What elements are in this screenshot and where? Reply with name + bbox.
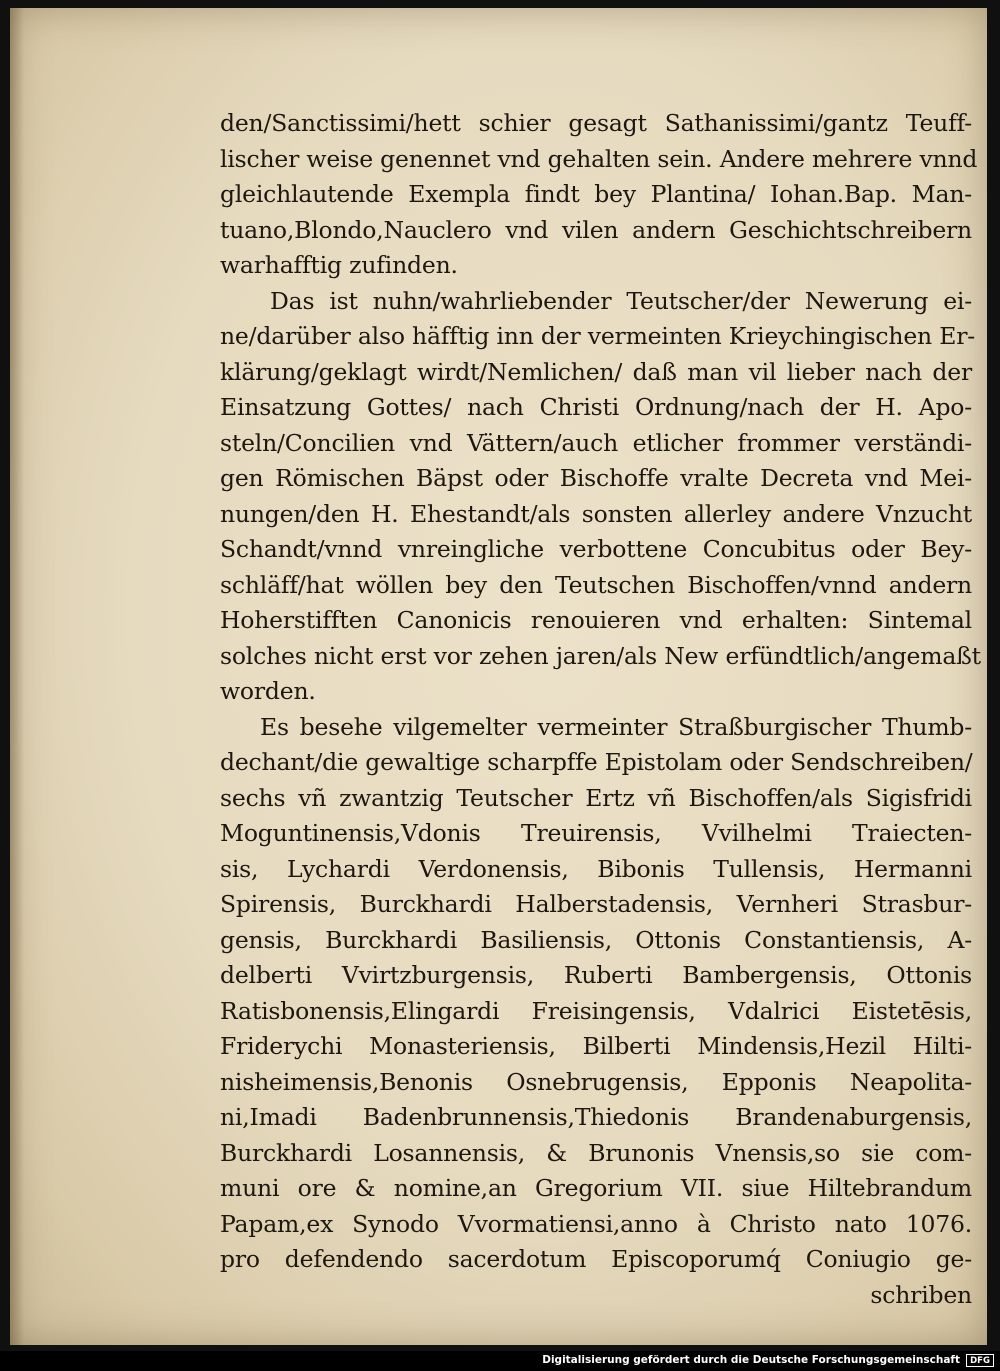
text-line: Friderychi Monasteriensis, Bilberti Mindensis,Hezil Hilti- [220,1032,972,1060]
text-line: solches nicht erst vor zehen jaren/als New erfündtlich/angemaßt [220,641,981,670]
text-line: klärung/geklagt wirdt/Nemlichen/ daß man vil lieber nach der [220,357,972,386]
text-line: Ratisbonensis,Elingardi Freisingensis, Vdalrici Eistetēsis, [220,996,972,1025]
text-line: Es besehe vilgemelter vermeinter Straßburgischer Thumb- [260,712,972,741]
text-line: steln/Concilien vnd Vättern/auch etlicher frommer verständi- [220,428,972,457]
page-binding-shadow [10,8,24,1345]
text-line: gen Römischen Bäpst oder Bischoffe vralte Decreta vnd Mei- [220,464,972,492]
text-line: Hoherstifften Canonicis renouieren vnd erhalten: Sintemal [220,606,972,634]
text-line: worden. [220,677,316,705]
dfg-logo-icon: DFG [966,1354,994,1367]
text-line: Schandt/vnnd vnreingliche verbottene Concubitus oder Bey- [220,535,972,563]
text-line: ni,Imadi Badenbrunnensis,Thiedonis Brandenaburgensis, [220,1103,972,1131]
text-line: ne/darüber also häfftig inn der vermeinten Krieychingischen Er- [220,322,975,350]
footer-bar [0,1351,1000,1371]
text-line: nungen/den H. Ehestandt/als sonsten allerley andere Vnzucht [220,499,972,528]
funding-credit: Digitalisierung gefördert durch die Deutsche Forschungsgemeinschaft [542,1354,960,1366]
text-line: muni ore & nomine,an Gregorium VII. siue Hiltebrandum [220,1174,972,1202]
book-page [10,8,987,1345]
text-line: sis, Lychardi Verdonensis, Bibonis Tullensis, Hermanni [220,854,972,883]
text-line: Moguntinensis,Vdonis Treuirensis, Vvilhelmi Traiecten- [220,819,972,847]
text-line: Einsatzung Gottes/ nach Christi Ordnung/nach der H. Apo- [220,393,972,421]
text-line: sechs vñ zwantzig Teutscher Ertz vñ Bischoffen/als Sigisfridi [220,783,972,812]
text-line: dechant/die gewaltige scharpffe Epistolam oder Sendschreiben/ [220,748,973,776]
text-line: Das ist nuhn/wahrliebender Teutscher/der Newerung ei- [270,286,972,315]
page-text [220,106,981,1313]
text-line: gleichlautende Exempla findt bey Plantina/ Iohan.Bap. Man- [220,180,972,208]
text-line: warhafftig zufinden. [220,251,458,279]
text-line: Spirensis, Burckhardi Halberstadensis, Vernheri Strasbur- [220,890,972,918]
text-line: delberti Vvirtzburgensis, Ruberti Bambergensis, Ottonis [220,961,972,989]
text-line: nisheimensis,Benonis Osnebrugensis, Epponis Neapolita- [220,1067,972,1096]
text-line: Papam,ex Synodo Vvormatiensi,anno à Christo nato 1076. [220,1209,972,1238]
text-line: schläff/hat wöllen bey den Teutschen Bischoffen/vnnd andern [220,570,972,599]
catchword: schriben [870,1280,972,1309]
text-line: gensis, Burckhardi Basiliensis, Ottonis Constantiensis, A- [220,925,972,954]
text-line: lischer weise genennet vnd gehalten sein. Andere mehrere vnnd [220,144,978,173]
text-line: den/Sanctissimi/hett schier gesagt Sathanissimi/gantz Teuff- [220,109,972,137]
text-line: tuano,Blondo,Nauclero vnd vilen andern Geschichtschreibern [220,215,972,244]
text-line: pro defendendo sacerdotum Episcoporumq́ Coniugio ge- [220,1245,972,1273]
text-line: Burckhardi Losannensis, & Brunonis Vnensis,so sie com- [220,1138,972,1167]
